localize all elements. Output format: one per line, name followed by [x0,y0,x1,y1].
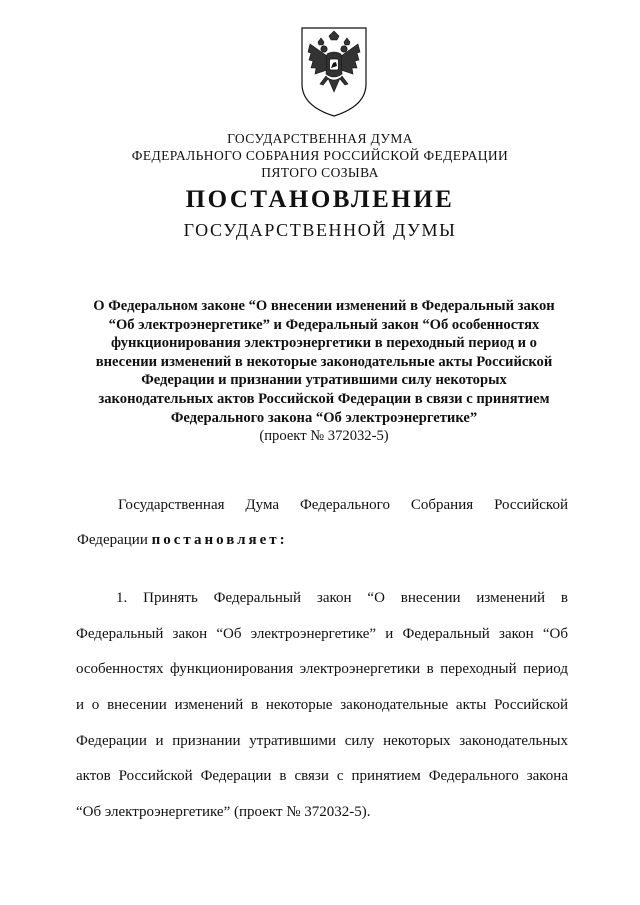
subject-line: Федерации и признании утратившими силу некоторых [141,372,507,389]
subject-line: внесении изменений в некоторые законодательные акты Российской [95,353,553,370]
paragraph-line: актов Российской Федерации в связи с принятием Федерального закона [76,768,568,784]
issuer-line-convocation: ПЯТОГО СОЗЫВА [261,165,379,180]
decides-keyword: постановляет: [151,532,288,548]
preamble-start: Федерации [77,532,152,548]
russian-coat-of-arms-icon [298,22,370,118]
issuer-line-assembly: ФЕДЕРАЛЬНОГО СОБРАНИЯ РОССИЙСКОЙ ФЕДЕРАЦИИ [131,148,509,163]
subject-line: Федерального закона “Об электроэнергетике” [170,409,478,426]
subject-line: О Федеральном законе “О внесении изменений в Федеральный закон [93,298,555,314]
issuer-header [0,130,640,181]
issuer-line-duma: ГОСУДАРСТВЕННАЯ ДУМА [227,131,413,146]
preamble-line [77,532,288,549]
subject-line: функционирования электроэнергетики в переходный период и о [111,335,537,352]
subject-line: законодательных актов Российской Федерации в связи с принятием [98,390,550,407]
document-title: ПОСТАНОВЛЕНИЕ [185,186,455,213]
resolution-subject [78,297,570,446]
paragraph-line: 1. Принять Федеральный закон “О внесении изменений в [116,590,568,606]
subject-line: “Об электроэнергетике” и Федеральный закон “Об особенностях [108,316,540,333]
preamble-line: Государственная Дума Федерального Собрания Российской [118,497,568,513]
project-number: (проект № 372032-5) [259,428,389,445]
paragraph-line: Федерации и признании утратившими силу некоторых законодательных [76,733,568,749]
document-subtitle: ГОСУДАРСТВЕННОЙ ДУМЫ [183,220,457,240]
paragraph-line: особенностях функционирования электроэнергетики в переходный период [76,661,568,677]
paragraph-line: Федеральный закон “Об электроэнергетике” и Федеральный закон “Об [76,626,568,642]
paragraph-line: “Об электроэнергетике” (проект № 372032-5). [76,804,371,820]
paragraph-line: и о внесении изменений в некоторые законодательные акты Российской [76,697,568,713]
